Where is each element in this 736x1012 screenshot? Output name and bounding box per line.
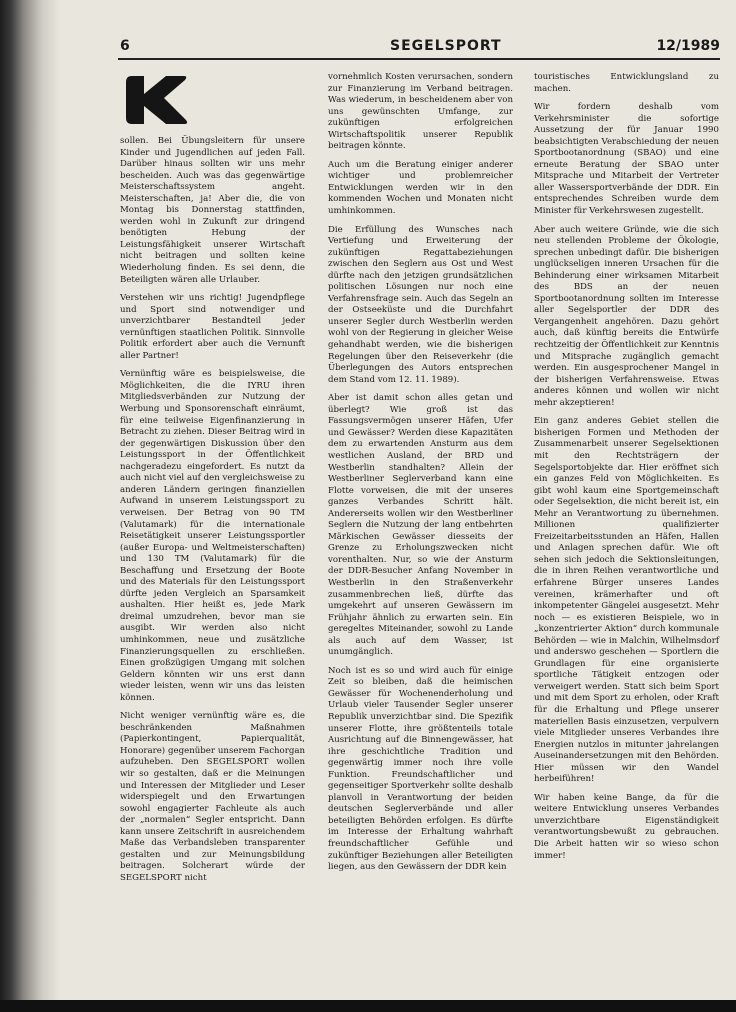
section-logo-icon [122,72,192,128]
paragraph: Aber auch weitere Gründe, wie die sich neu stellenden Probleme der Ökologie, sprechen unbedingt dafür. Die bisherigen unglückseligen inneren Ursachen für die Behinderung einer wirksamen Mitarbeit des BDS an der neuen Sportbootanordnung sollten im Interesse aller Segelsportler der DDR des Vergangenheit angehören. Dazu gehört auch, daß künftig bereits die Entwürfe rechtzeitig der Öffentlichkeit zur Kenntnis und Mitsprache zugänglich gemacht werden. Ein ausgesprochener Mangel in der bisherigen Verfahrensweise. Etwas anderes können und wollen wir nicht mehr akzeptieren! [534,224,719,408]
text-column-1 [120,136,305,891]
scan-bottom-edge [0,1000,736,1012]
paragraph: sollen. Bei Übungsleitern für unsere Kinder und Jugendlichen auf jeden Fall. Darüber hinaus sollten wir uns mehr bescheiden. Auch was das gegenwärtige Meisterschaftssystem angeht. Meisterschaften, ja! Aber die, die von Montag bis Donnerstag stattfinden, werden wohl in Zukunft zur dringend benötigten Hebung der Leistungsfähigkeit unserer Wirtschaft nicht beitragen und sollten keine Wiederholung finden. Es sei denn, die Beteiligten wären alle Urlauber. [120,136,305,285]
paragraph: Noch ist es so und wird auch für einige Zeit so bleiben, daß die heimischen Gewässer für Wochenenderholung und Urlaub vieler Tausender Segler unserer Republik unverzichtbar sind. Die Spezifik unserer Flotte, ihre größtenteils totale Ausrichtung auf die Binnengewässer, hat ihre geschichtliche Tradition und gegenwärtig immer noch ihre volle Funktion. Freundschaftlicher und gegenseitiger Sportverkehr sollte deshalb planvoll in Verantwortung der beiden deutschen Seglerverbände und aller beteiligten Behörden erfolgen. Es dürfte im Interesse der Erhaltung wahrhaft freundschaftlicher Gefühle und zukünftiger Beziehungen aller Beteiligten liegen, aus den Gewässern der DDR kein [328,665,513,873]
book-spine-shadow [0,0,60,1000]
paragraph: Nicht weniger vernünftig wäre es, die beschränkenden Maßnahmen (Papierkontingent, Papierqualität, Honorare) gegenüber unserem Fachorgan aufzuheben. Den SEGELSPORT wollen wir so gestalten, daß er die Meinungen und Interessen der Mitglieder und Leser widerspiegelt und den Erwartungen sowohl engagierter Fachleute als auch der „normalen“ Segler entspricht. Dann kann unsere Zeitschrift in ausreichendem Maße das Verbandsleben transparenter gestalten und zur Meinungsbildung beitragen. Solcherart würde der SEGELSPORT nicht [120,711,305,883]
page-number: 6 [120,38,130,54]
text-column-3 [534,72,719,869]
paragraph: Wir fordern deshalb vom Verkehrsminister die sofortige Aussetzung der für Januar 1990 beabsichtigten Verabschiedung der neuen Sportbootanordnung (SBAO) und eine erneute Beratung der SBAO unter Mitsprache und Mitarbeit der Vertreter aller Wassersportverbände der DDR. Ein entsprechendes Schreiben wurde dem Minister für Verkehrswesen zugestellt. [534,102,719,217]
paragraph: touristisches Entwicklungsland zu machen. [534,72,719,94]
paragraph: Ein ganz anderes Gebiet stellen die bisherigen Formen und Methoden der Zusammenarbeit unserer Segelsektionen mit den Rechtsträgern der Segelsportobjekte dar. Hier eröffnet sich ein ganzes Feld von Möglichkeiten. Es gibt wohl kaum eine Sportgemeinschaft oder Segelsektion, die nicht bereit ist, ein Mehr an Verantwortung zu übernehmen. Millionen qualifizierter Freizeitarbeitsstunden an Häfen, Hallen und Anlagen sprechen dafür. Wie oft sehen sich jedoch die Sektionsleitungen, die in ihren Reihen verantwortliche und erfahrene Bürger unseres Landes vereinen, krämerhafter und oft inkompetenter Gängelei ausgesetzt. Mehr noch — es existieren Beispiele, wo in „konzentrierter Aktion“ durch kommunale Behörden — wie in Malchin, Wilhelmsdorf und anderswo geschehen — Sportlern die Grundlagen für eine organisierte sportliche Tätigkeit entzogen oder verweigert werden. Statt sich beim Sport und mit dem Sport zu erholen, oder Kraft für die Erhaltung und Pflege unserer materiellen Basis einzusetzen, verpulvern viele Mitglieder unseres Verbandes ihre Energien nutzlos in mitunter jahrelangen Auseinandersetzungen mit den Behörden. Hier müssen wir den Wandel herbeiführen! [534,416,719,785]
paragraph: Verstehen wir uns richtig! Jugendpflege und Sport sind notwendiger und unverzichtbarer Bestandteil jeder vernünftigen staatlichen Politik. Sinnvolle Politik erfordert aber auch die Vernunft aller Partner! [120,293,305,361]
paragraph: Aber ist damit schon alles getan und überlegt? Wie groß ist das Fassungsvermögen unserer Häfen, Ufer und Gewässer? Werden diese Kapazitäten dem zu erwartenden Ansturm aus dem westlichen Ausland, der BRD und Westberlin standhalten? Allein der Westberliner Seglerverband kann eine Flotte vorweisen, die mit der unseres ganzes Verbandes Schritt hält. Andererseits wollen wir den Westberliner Seglern die Nutzung der lang entbehrten Märkischen Gewässer diesseits der Grenze zu Erholungszwecken nicht vorenthalten. Nur, so wie der Ansturm der DDR-Besucher Anfang November in Westberlin in den Straßenverkehr zusammenbrechen ließ, dürfte das umgekehrt auf unseren Gewässern im Frühjahr ähnlich zu erwarten sein. Ein geregeltes Miteinander, sowohl zu Lande als auch auf dem Wasser, ist unumgänglich. [328,393,513,658]
issue-number: 12/1989 [656,38,720,54]
paragraph: Wir haben keine Bange, da für die weitere Entwicklung unseres Verbandes unverzichtbare Eigenständigkeit verantwortungsbewußt zu gebrauchen. Die Arbeit hatten wir so wieso schon immer! [534,792,719,861]
paragraph: Die Erfüllung des Wunsches nach Vertiefung und Erweiterung der zukünftigen Regattabeziehungen zwischen den Seglern aus Ost und West dürfte nach den jetzigen grundsätzlichen politischen Lösungen nur noch eine Verfahrensfrage sein. Auch das Segeln an der Ostseeküste und die Durchfahrt unserer Segler durch Westberlin werden wohl von der Regierung in gleicher Weise gehandhabt werden, wie die bisherigen Regelungen über den Reiseverkehr (die Überlegungen des Autors entsprechen dem Stand vom 12. 11. 1989). [328,224,513,385]
paragraph: Vernünftig wäre es beispielsweise, die Möglichkeiten, die die IYRU ihren Mitgliedsverbänden zur Nutzung der Werbung und Sponsorenschaft einräumt, für eine teilweise Eigenfinanzierung in Betracht zu ziehen. Dieser Beitrag wird in der gegenwärtigen Diskussion über den Leistungssport in der Öffentlichkeit nachgeradezu eingefordert. Es nutzt da auch nicht viel auf den vergleichsweise zu anderen Ländern geringen finanziellen Aufwand in unserem Leistungssport zu verweisen. Der Betrag von 90 TM (Valutamark) für die internationale Reisetätigkeit unserer Leistungssportler (außer Europa- und Weltmeisterschaften) und 130 TM (Valutamark) für die Beschaffung und Ersetzung der Boote und des Materials für den Leistungssport dürfte jeden Vergleich an Sparsamkeit aushalten. Hier heißt es, jede Mark dreimal umzudrehen, bevor man sie ausgibt. Wir werden also nicht umhinkommen, neue und zusätzliche Finanzierungsquellen zu erschließen. Einen großzügigen Umgang mit solchen Geldern könnten wir uns erst dann wieder leisten, wenn wir uns das leisten können. [120,369,305,703]
text-column-2 [328,72,513,881]
paragraph: vornehmlich Kosten verursachen, sondern zur Finanzierung im Verband beitragen. Was wiederum, in bescheidenem aber von uns gewünschten Umfange, zur zukünftigen erfolgreichen Wirtschaftspolitik unserer Republik beitragen könnte. [328,72,513,152]
header-rule [118,58,720,60]
magazine-title: SEGELSPORT [390,38,502,54]
page-header [120,38,720,58]
paragraph: Auch um die Beratung einiger anderer wichtiger und problemreicher Entwicklungen werden wir in den kommenden Wochen und Monaten nicht umhinkommen. [328,159,513,217]
